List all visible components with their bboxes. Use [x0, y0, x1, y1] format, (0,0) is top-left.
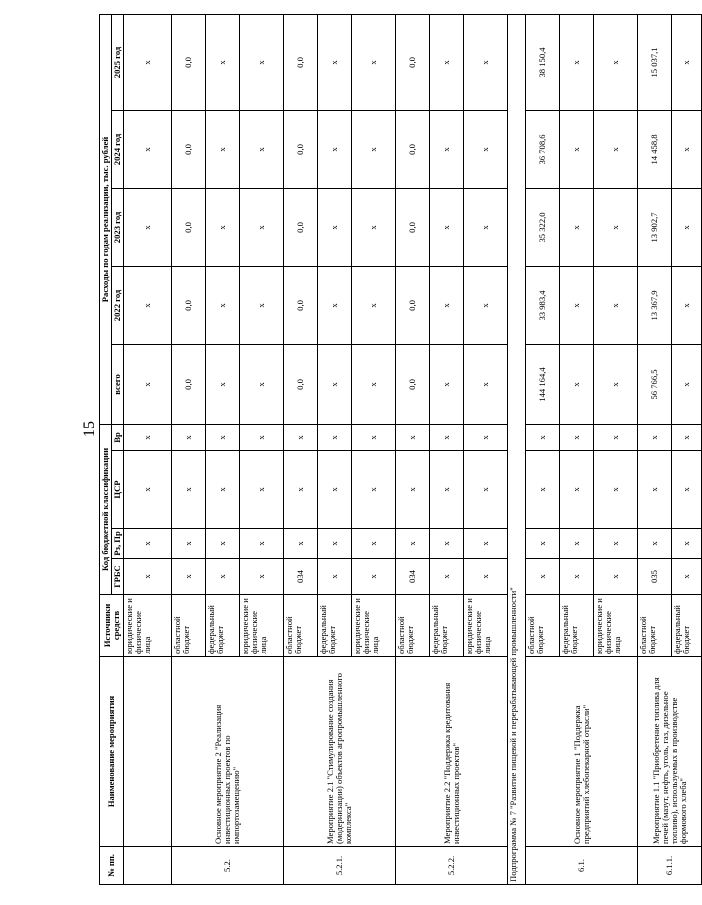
cell-2024: 0,0 — [284, 110, 318, 188]
cell-vr: x — [396, 424, 430, 450]
cell-csr: x — [172, 451, 206, 529]
cell-2023: x — [124, 188, 172, 266]
cell-csr: x — [284, 451, 318, 529]
header-num: № пп. — [100, 847, 124, 885]
cell-rzpr: x — [172, 529, 206, 559]
cell-vr: x — [594, 424, 638, 450]
cell-csr: x — [124, 451, 172, 529]
cell-2023: 0,0 — [172, 188, 206, 266]
cell-total: 0,0 — [284, 344, 318, 424]
cell-grbs: x — [172, 559, 206, 595]
cell-source: юридические и физические лица — [464, 595, 508, 657]
cell-2023: x — [594, 188, 638, 266]
cell-rzpr: x — [638, 529, 672, 559]
cell-grbs: x — [430, 559, 464, 595]
cell-vr: x — [206, 424, 240, 450]
cell-vr: x — [430, 424, 464, 450]
cell-grbs: 034 — [396, 559, 430, 595]
cell-2023: x — [560, 188, 594, 266]
table-row — [172, 14, 206, 884]
cell-name: Мероприятие 1.1 "Приобретение топлива для печей (мазут, нефть, уголь, газ, дизельное топливо), используемых в производстве формового хлеба" — [638, 657, 702, 847]
cell-2024: 0,0 — [172, 110, 206, 188]
cell-rzpr: x — [526, 529, 560, 559]
cell-2024: x — [124, 110, 172, 188]
cell-2022: x — [464, 266, 508, 344]
cell-2022: 13 367,9 — [638, 266, 672, 344]
cell-total: x — [560, 344, 594, 424]
cell-source: областной бюджет — [526, 595, 560, 657]
cell-num: 5.2.2. — [396, 847, 508, 885]
cell-vr: x — [464, 424, 508, 450]
cell-csr: x — [240, 451, 284, 529]
table-row — [638, 14, 672, 884]
cell-source: юридические и физические лица — [352, 595, 396, 657]
cell-total: x — [206, 344, 240, 424]
cell-2023: x — [318, 188, 352, 266]
cell-2022: 0,0 — [396, 266, 430, 344]
cell-2025: x — [594, 14, 638, 110]
cell-total: 144 164,4 — [526, 344, 560, 424]
cell-vr: x — [124, 424, 172, 450]
cell-rzpr: x — [396, 529, 430, 559]
cell-grbs: x — [318, 559, 352, 595]
header-rzpr: Рз, Пр — [112, 529, 124, 559]
cell-rzpr: x — [464, 529, 508, 559]
cell-total: x — [672, 344, 702, 424]
cell-2025: 0,0 — [172, 14, 206, 110]
header-source: Источники средств — [100, 595, 124, 657]
cell-2025: x — [124, 14, 172, 110]
subprogram-title: Подпрограмма № 7 "Развитие пищевой и перерабатывающей промышленности" — [508, 14, 526, 884]
cell-num: 5.2.1. — [284, 847, 396, 885]
cell-2024: 14 458,8 — [638, 110, 672, 188]
header-vr: Вр — [112, 424, 124, 450]
cell-2023: x — [430, 188, 464, 266]
cell-2025: 15 037,1 — [638, 14, 672, 110]
cell-2025: x — [430, 14, 464, 110]
cell-name: Мероприятие 2.2 "Поддержка кредитования инвестиционных проектов" — [396, 657, 508, 847]
header-2025: 2025 год — [112, 14, 124, 110]
cell-vr: x — [318, 424, 352, 450]
cell-grbs: 034 — [284, 559, 318, 595]
cell-rzpr: x — [318, 529, 352, 559]
cell-source: федеральный бюджет — [430, 595, 464, 657]
cell-2023: 13 902,7 — [638, 188, 672, 266]
cell-2023: x — [206, 188, 240, 266]
cell-name: Основное мероприятие 1 "Поддержка предприятий хлебопекарной отрасли" — [526, 657, 638, 847]
cell-2022: x — [206, 266, 240, 344]
cell-vr: x — [638, 424, 672, 450]
cell-2024: x — [318, 110, 352, 188]
cell-2025: x — [560, 14, 594, 110]
cell-rzpr: x — [240, 529, 284, 559]
budget-table — [99, 14, 702, 885]
cell-source: областной бюджет — [396, 595, 430, 657]
cell-2023: x — [352, 188, 396, 266]
cell-total: x — [124, 344, 172, 424]
cell-grbs: x — [124, 559, 172, 595]
cell-csr: x — [672, 451, 702, 529]
cell-vr: x — [172, 424, 206, 450]
cell-grbs: x — [526, 559, 560, 595]
cell-2025: 38 150,4 — [526, 14, 560, 110]
cell-num: 5.2. — [172, 847, 284, 885]
cell-name: Мероприятие 2.1 "Стимулирование создания (модернизации) объектов агропромышленного комплекса" — [284, 657, 396, 847]
cell-total: 0,0 — [396, 344, 430, 424]
cell-total: x — [240, 344, 284, 424]
cell-rzpr: x — [124, 529, 172, 559]
header-name: Наименование мероприятия — [100, 657, 124, 847]
cell-2025: x — [464, 14, 508, 110]
cell-vr: x — [240, 424, 284, 450]
cell-rzpr: x — [430, 529, 464, 559]
cell-grbs: x — [240, 559, 284, 595]
cell-2022: x — [318, 266, 352, 344]
cell-2024: x — [560, 110, 594, 188]
cell-rzpr: x — [594, 529, 638, 559]
cell-source: юридические и физические лица — [240, 595, 284, 657]
cell-grbs: x — [464, 559, 508, 595]
cell-grbs: x — [352, 559, 396, 595]
header-2023: 2023 год — [112, 188, 124, 266]
cell-rzpr: x — [206, 529, 240, 559]
cell-2022: x — [430, 266, 464, 344]
cell-2022: x — [124, 266, 172, 344]
cell-vr: x — [560, 424, 594, 450]
cell-total: 56 766,5 — [638, 344, 672, 424]
cell-total: x — [352, 344, 396, 424]
cell-csr: x — [526, 451, 560, 529]
cell-2022: x — [240, 266, 284, 344]
cell-2022: 0,0 — [284, 266, 318, 344]
cell-total: x — [464, 344, 508, 424]
header-2022: 2022 год — [112, 266, 124, 344]
cell-2024: x — [240, 110, 284, 188]
cell-2024: x — [206, 110, 240, 188]
cell-source: федеральный бюджет — [560, 595, 594, 657]
cell-num — [124, 847, 172, 885]
cell-csr: x — [464, 451, 508, 529]
cell-2023: x — [464, 188, 508, 266]
cell-2022: x — [352, 266, 396, 344]
cell-num: 6.1.1. — [638, 847, 702, 885]
cell-grbs: x — [672, 559, 702, 595]
header-budget-code: Код бюджетной классификации — [100, 424, 112, 594]
cell-grbs: x — [560, 559, 594, 595]
cell-source: федеральный бюджет — [318, 595, 352, 657]
cell-source: федеральный бюджет — [206, 595, 240, 657]
header-total: всего — [112, 344, 124, 424]
cell-source: областной бюджет — [172, 595, 206, 657]
header-grbs: ГРБС — [112, 559, 124, 595]
cell-source: федеральный бюджет — [672, 595, 702, 657]
cell-2025: x — [352, 14, 396, 110]
cell-2022: x — [672, 266, 702, 344]
cell-2024: x — [594, 110, 638, 188]
cell-csr: x — [430, 451, 464, 529]
cell-2023: x — [672, 188, 702, 266]
cell-2023: x — [240, 188, 284, 266]
cell-grbs: 035 — [638, 559, 672, 595]
cell-2024: 36 708,6 — [526, 110, 560, 188]
table-row — [526, 14, 560, 884]
cell-total: x — [430, 344, 464, 424]
cell-rzpr: x — [672, 529, 702, 559]
cell-csr: x — [594, 451, 638, 529]
cell-2024: x — [430, 110, 464, 188]
cell-source: юридические и физические лица — [594, 595, 638, 657]
cell-2024: x — [672, 110, 702, 188]
rotated-page — [99, 15, 692, 885]
cell-rzpr: x — [352, 529, 396, 559]
cell-vr: x — [526, 424, 560, 450]
cell-name — [124, 657, 172, 847]
cell-total: x — [594, 344, 638, 424]
cell-source: областной бюджет — [638, 595, 672, 657]
cell-source: юридические и физические лица — [124, 595, 172, 657]
cell-2025: 0,0 — [284, 14, 318, 110]
subprogram-row — [508, 14, 526, 884]
cell-2023: 0,0 — [396, 188, 430, 266]
table-row — [284, 14, 318, 884]
cell-rzpr: x — [284, 529, 318, 559]
table-row — [396, 14, 430, 884]
header-expenses: Расходы по годам реализации, тыс. рублей — [100, 14, 112, 424]
cell-2022: 33 983,4 — [526, 266, 560, 344]
cell-csr: x — [638, 451, 672, 529]
header-2024: 2024 год — [112, 110, 124, 188]
cell-grbs: x — [594, 559, 638, 595]
cell-grbs: x — [206, 559, 240, 595]
cell-2025: x — [240, 14, 284, 110]
cell-total: 0,0 — [172, 344, 206, 424]
cell-name: Основное мероприятие 2 "Реализация инвестиционных проектов по импортозамещению" — [172, 657, 284, 847]
cell-num: 6.1. — [526, 847, 638, 885]
cell-source: областной бюджет — [284, 595, 318, 657]
cell-2023: 0,0 — [284, 188, 318, 266]
cell-csr: x — [396, 451, 430, 529]
cell-2025: x — [318, 14, 352, 110]
cell-vr: x — [352, 424, 396, 450]
cell-2024: x — [464, 110, 508, 188]
cell-2022: 0,0 — [172, 266, 206, 344]
cell-total: x — [318, 344, 352, 424]
cell-rzpr: x — [560, 529, 594, 559]
cell-2023: 35 322,0 — [526, 188, 560, 266]
cell-csr: x — [318, 451, 352, 529]
cell-csr: x — [560, 451, 594, 529]
table-row — [124, 14, 172, 884]
cell-2025: 0,0 — [396, 14, 430, 110]
cell-csr: x — [352, 451, 396, 529]
cell-2024: x — [352, 110, 396, 188]
cell-vr: x — [672, 424, 702, 450]
page-number: 15 — [81, 421, 98, 437]
cell-2025: x — [672, 14, 702, 110]
cell-2024: 0,0 — [396, 110, 430, 188]
cell-2025: x — [206, 14, 240, 110]
header-csr: ЦСР — [112, 451, 124, 529]
cell-2022: x — [594, 266, 638, 344]
cell-csr: x — [206, 451, 240, 529]
cell-vr: x — [284, 424, 318, 450]
cell-2022: x — [560, 266, 594, 344]
